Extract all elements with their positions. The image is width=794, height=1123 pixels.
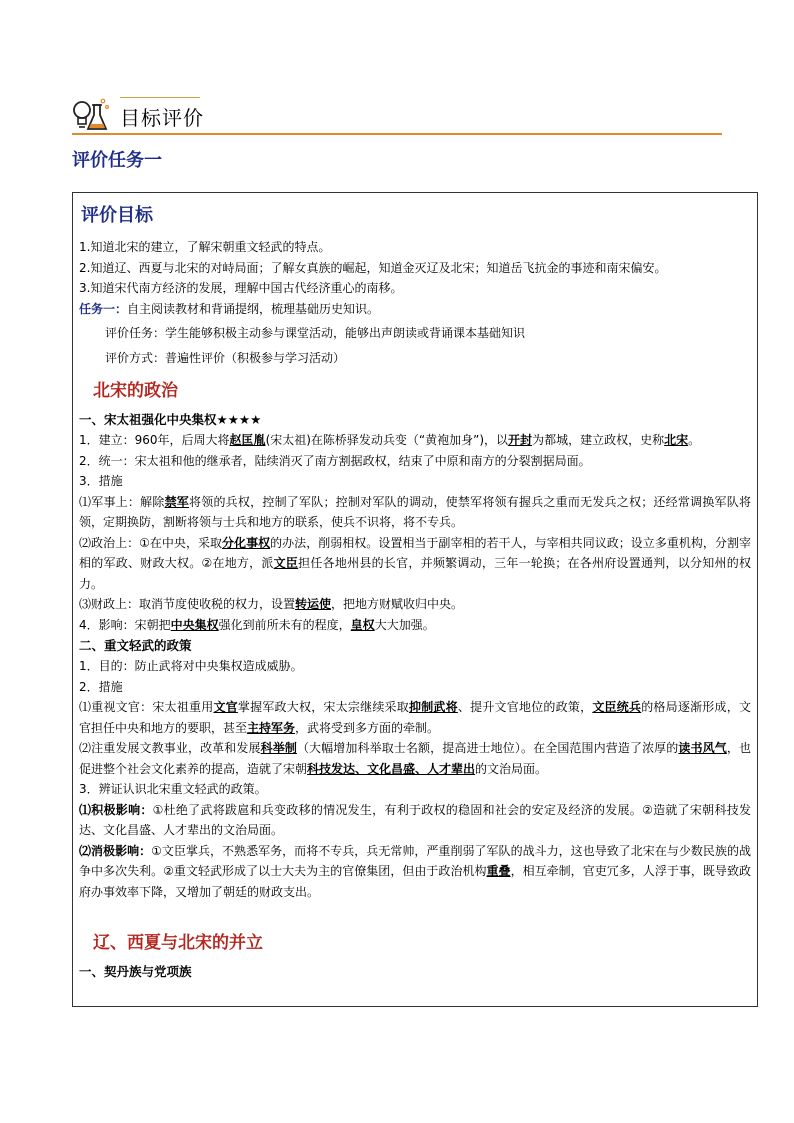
section-heading-liao-xixia: 辽、西夏与北宋的并立 [93, 933, 263, 953]
key-term: 文官 [213, 700, 238, 714]
key-term: 中央集权 [170, 617, 219, 632]
purpose-paragraph: 1．目的：防止武将对中央集权造成威胁。 [79, 659, 303, 673]
text: 、提升文官地位的政策， [457, 700, 593, 714]
text: 1．建立：960年，后周大将 [79, 433, 230, 447]
goal-item-1: 1.知道北宋的建立，了解宋朝重文轻武的特点。 [79, 240, 331, 254]
measures-title: 3．措施 [79, 474, 123, 488]
text: (宋太祖)在陈桥驿发动兵变（“黄袍加身”)，以 [265, 433, 509, 447]
key-term: 开封 [508, 433, 533, 447]
task-title: 评价任务一 [72, 150, 162, 171]
establish-paragraph [79, 430, 751, 451]
civil-paragraph [79, 697, 751, 738]
eval-task: 评价任务：学生能够积极主动参与课堂活动，能够出声朗读或背诵课本基础知识 [105, 326, 526, 340]
text: ⑴重视文官：宋太祖重用 [79, 700, 214, 714]
task-one-label: 任务一： [79, 301, 128, 316]
key-term: 文臣 [273, 556, 299, 570]
text: ⑵注重发展文教事业，改革和发展 [79, 741, 261, 755]
unify-paragraph: 2．统一：宋太祖和他的继承者，陆续消灭了南方割据政权，结束了中原和南方的分裂割据局面。 [79, 453, 591, 468]
goal-item-2: 2.知道辽、西夏与北宋的对峙局面；了解女真族的崛起，知道金灭辽及北宋；知道岳飞抗金的事迹和南宋偏安。 [79, 260, 667, 275]
text: ，武将受到多方面的牵制。 [295, 720, 440, 735]
text: ，把地方财赋收归中央。 [331, 597, 464, 611]
politics-paragraph [79, 533, 751, 595]
header-rule [72, 133, 722, 135]
section-heading-politics: 北宋的政治 [93, 381, 178, 401]
text: ①文臣掌兵，不熟悉军务，而将不专兵，兵无常帅，严重削弱了军队的战斗力，这也导致了北宋在与少数民族的战争中多次失利。②重文轻武形成了以士大夫为主的官僚集团，但由于政治机构 [79, 843, 751, 878]
key-term: 赵匡胤 [229, 433, 266, 447]
positive-paragraph [79, 800, 751, 841]
part2-title: 二、重文轻武的政策 [79, 638, 192, 653]
section2-part1-title: 一、契丹族与党项族 [79, 964, 192, 979]
measures2-title: 2．措施 [79, 679, 123, 694]
text: 强化到前所未有的程度， [218, 617, 351, 632]
header-top-line [120, 97, 200, 98]
text: 的格局逐渐形成，文官担任中央和地方的要职，甚至 [79, 700, 751, 735]
key-term: 抑制武将 [408, 700, 458, 714]
text: ⑶财政上：取消节度使收税的权力，设置 [79, 597, 296, 611]
finance-paragraph [79, 594, 751, 615]
text: 大大加强。 [374, 617, 435, 632]
text: ①杜绝了武将跋扈和兵变政移的情况发生，有利于政权的稳固和社会的安定及经济的发展。②造就了宋朝科技发达、文化昌盛、人才辈出的文治局面。 [79, 802, 751, 837]
key-term: 主持军务 [247, 720, 296, 735]
key-term: 科技发达、文化昌盛、人才辈出 [307, 761, 476, 776]
key-term: 文臣统兵 [592, 700, 642, 714]
text: ，也促进整个社会文化素养的提高，造就了宋朝 [79, 741, 751, 776]
text: （大幅增加科举取士名额，提高进士地位）。在全国范围内营造了浓厚的 [296, 741, 679, 755]
key-term: 读书风气 [678, 741, 727, 755]
education-paragraph [79, 738, 751, 779]
key-term: 重叠 [486, 864, 511, 878]
goal-item-3: 3.知道宋代南方经济的发展，理解中国古代经济重心的南移。 [79, 281, 403, 295]
key-term: 北宋 [664, 433, 689, 447]
key-term: 禁军 [164, 494, 190, 509]
text: 掌握军政大权，宋太宗继续采取 [237, 700, 409, 714]
eval-method: 评价方式：普遍性评价（积极参与学习活动） [105, 350, 346, 365]
positive-label: ⑴积极影响： [79, 802, 153, 817]
negative-paragraph [79, 841, 751, 903]
text: ⑵政治上：①在中央，采取 [79, 535, 223, 550]
key-term: 转运使 [295, 597, 332, 611]
goal-title: 评价目标 [81, 205, 153, 226]
text: ，相互牵制，官吏冗多，人浮于事，既导致政府办事效率下降，又增加了朝廷的财政支出。 [79, 864, 751, 899]
key-term: 分化事权 [222, 535, 271, 550]
text: 。 [688, 433, 701, 447]
content-box [72, 192, 758, 1007]
text: 的文治局面。 [475, 761, 548, 776]
key-term: 皇权 [350, 617, 375, 632]
text: 将领的兵权，控制了军队；控制对军队的调动，使禁军将领有握兵之重而无发兵之权；还经常调换军队将领，定期换防，割断将领与士兵和地方的联系，使兵不识将，将不专兵。 [79, 494, 751, 529]
influence-paragraph [79, 615, 751, 636]
text: 为都城，建立政权，史称 [532, 433, 665, 447]
key-term: 科举制 [260, 741, 297, 755]
text: 4．影响：宋朝把 [79, 617, 171, 632]
flask-bulb-icon [70, 97, 112, 133]
dialectic-title: 3．辨证认识北宋重文轻武的政策。 [79, 782, 267, 796]
header-title: 目标评价 [120, 106, 204, 130]
text: 的办法，削弱相权。设置相当于副宰相的若干人，与宰相共同议政；设立多重机构，分割宰相的军政、财政大权。②在地方，派 [79, 535, 751, 570]
task-one [79, 299, 751, 320]
military-paragraph [79, 492, 751, 533]
negative-label: ⑵消极影响： [79, 843, 152, 858]
text: 担任各地州县的长官，并频繁调动，三年一轮换；在各州府设置通判，以分知州的权力。 [79, 556, 751, 591]
text: ⑴军事上：解除 [79, 494, 165, 509]
task-one-text: 自主阅读教材和背诵提纲，梳理基础历史知识。 [127, 301, 380, 316]
part1-title: 一、宋太祖强化中央集权★★★★ [79, 412, 262, 427]
